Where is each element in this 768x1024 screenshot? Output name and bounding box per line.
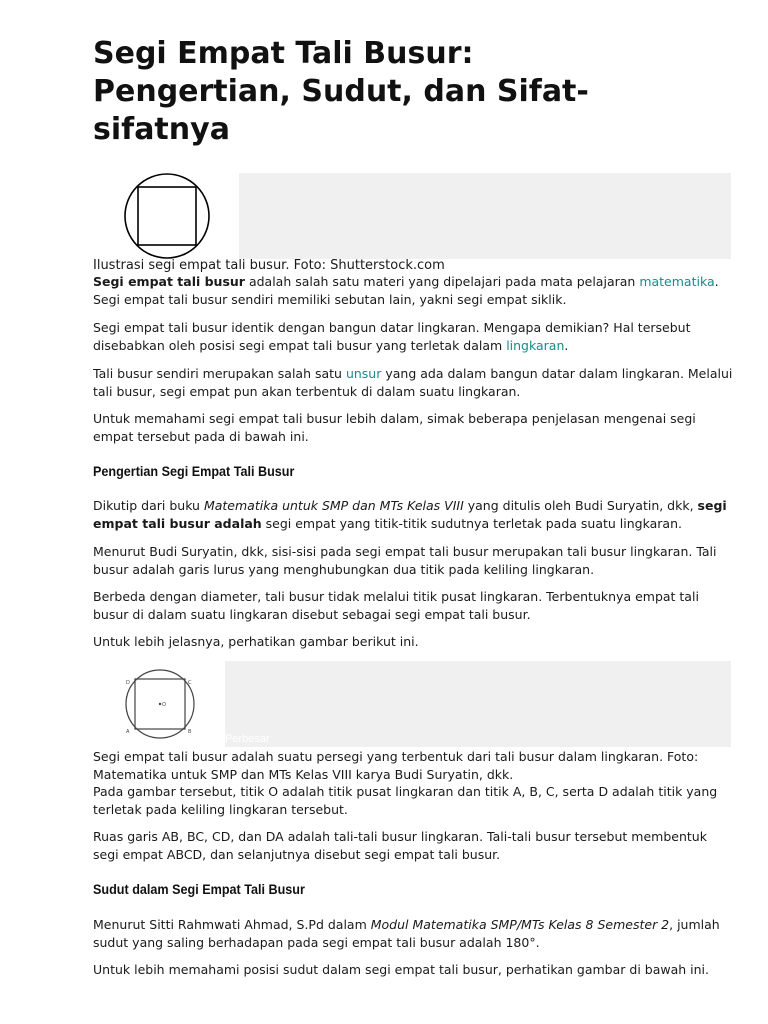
text: yang ada dalam bangun datar dalam lingkaran. Melalui tali busur, segi empat pun akan terbentuk di dalam suatu lingkaran. — [93, 366, 733, 399]
text: yang ditulis oleh Budi Suryatin, dkk, — [463, 498, 698, 513]
page-title: Segi Empat Tali Busur: Pengertian, Sudut, dan Sifat-sifatnya — [93, 36, 589, 147]
book-title: Matematika untuk SMP dan MTs Kelas VIII — [203, 498, 464, 513]
text: Segi empat tali busur identik dengan bangun datar lingkaran. Mengapa demikian? Hal tersebut disebabkan oleh posisi segi empat tali busur yang terletak dalam — [93, 320, 691, 353]
inscribed-square-illustration — [93, 173, 239, 259]
point-label-o: O — [162, 702, 166, 708]
bold-definition: segi empat tali busur adalah — [93, 498, 727, 531]
figure-abcd-square[interactable] — [93, 661, 731, 747]
figure-inscribed-square[interactable] — [93, 173, 731, 259]
abcd-square-illustration — [93, 661, 225, 747]
text: Dikutip dari buku — [93, 498, 204, 513]
link-lingkaran[interactable]: lingkaran — [506, 338, 565, 353]
enlarge-button[interactable]: Perbesar — [225, 733, 270, 745]
intro-paragraph-2 — [93, 319, 733, 355]
section1-paragraph-5: Pada gambar tersebut, titik O adalah titik pusat lingkaran dan titik A, B, C, serta D adalah titik yang terletak pada keliling lingkaran tersebut. — [93, 784, 718, 817]
text: . — [564, 338, 569, 353]
point-label-a: A — [126, 729, 130, 735]
module-title: Modul Matematika SMP/MTs Kelas 8 Semester 2 — [370, 917, 670, 932]
point-label-c: C — [188, 680, 192, 686]
text: Menurut Sitti Rahmwati Ahmad, S.Pd dalam — [93, 917, 371, 932]
section-heading-pengertian: Pengertian Segi Empat Tali Busur — [93, 463, 295, 479]
section1-paragraph-2: Menurut Budi Suryatin, dkk, sisi-sisi pada segi empat tali busur merupakan tali busur lingkaran. Tali busur adalah garis lurus yang menghubungkan dua titik pada keliling lingkaran. — [93, 544, 717, 577]
point-label-d: D — [126, 680, 130, 686]
bold-term: Segi empat tali busur — [93, 274, 245, 289]
figure-thumbnail — [93, 661, 225, 747]
section-heading-sudut: Sudut dalam Segi Empat Tali Busur — [93, 881, 305, 897]
text: . Segi empat tali busur sendiri memiliki sebutan lain, yakni segi empat siklik. — [93, 274, 719, 307]
text: adalah salah satu materi yang dipelajari pada mata pelajaran — [244, 274, 640, 289]
text: Tali busur sendiri merupakan salah satu — [93, 366, 346, 381]
figure-caption: Segi empat tali busur adalah suatu persegi yang terbentuk dari tali busur dalam lingkaran. Foto: Matematika untuk SMP dan MTs Kelas VIII karya Budi Suryatin, dkk. — [93, 749, 699, 782]
section1-paragraph-3: Berbeda dengan diameter, tali busur tidak melalui titik pusat lingkaran. Terbentuknya empat tali busur di dalam suatu lingkaran disebut sebagai segi empat tali busur. — [93, 589, 699, 622]
section1-paragraph-6: Ruas garis AB, BC, CD, dan DA adalah tali-tali busur lingkaran. Tali-tali busur tersebut membentuk segi empat ABCD, dan selanjutnya disebut segi empat tali busur. — [93, 829, 707, 862]
section1-paragraph-1 — [93, 497, 733, 533]
section2-paragraph-1 — [93, 916, 733, 952]
intro-paragraph-3 — [93, 365, 733, 401]
intro-paragraph-4: Untuk memahami segi empat tali busur lebih dalam, simak beberapa penjelasan mengenai segi empat tersebut pada di bawah ini. — [93, 411, 696, 444]
point-label-b: B — [188, 729, 192, 735]
link-unsur[interactable]: unsur — [345, 366, 382, 381]
section2-paragraph-2: Untuk lebih memahami posisi sudut dalam segi empat tali busur, perhatikan gambar di bawah ini. — [93, 962, 709, 977]
link-matematika[interactable]: matematika — [639, 274, 715, 289]
figure-caption: Ilustrasi segi empat tali busur. Foto: Shutterstock.com — [93, 258, 445, 273]
figure-thumbnail — [93, 173, 239, 259]
text: segi empat yang titik-titik sudutnya terletak pada suatu lingkaran. — [261, 516, 682, 531]
text: , jumlah sudut yang saling berhadapan pada segi empat tali busur adalah 180°. — [93, 917, 720, 950]
intro-paragraph-1 — [93, 273, 733, 309]
section1-paragraph-4: Untuk lebih jelasnya, perhatikan gambar berikut ini. — [93, 634, 419, 649]
